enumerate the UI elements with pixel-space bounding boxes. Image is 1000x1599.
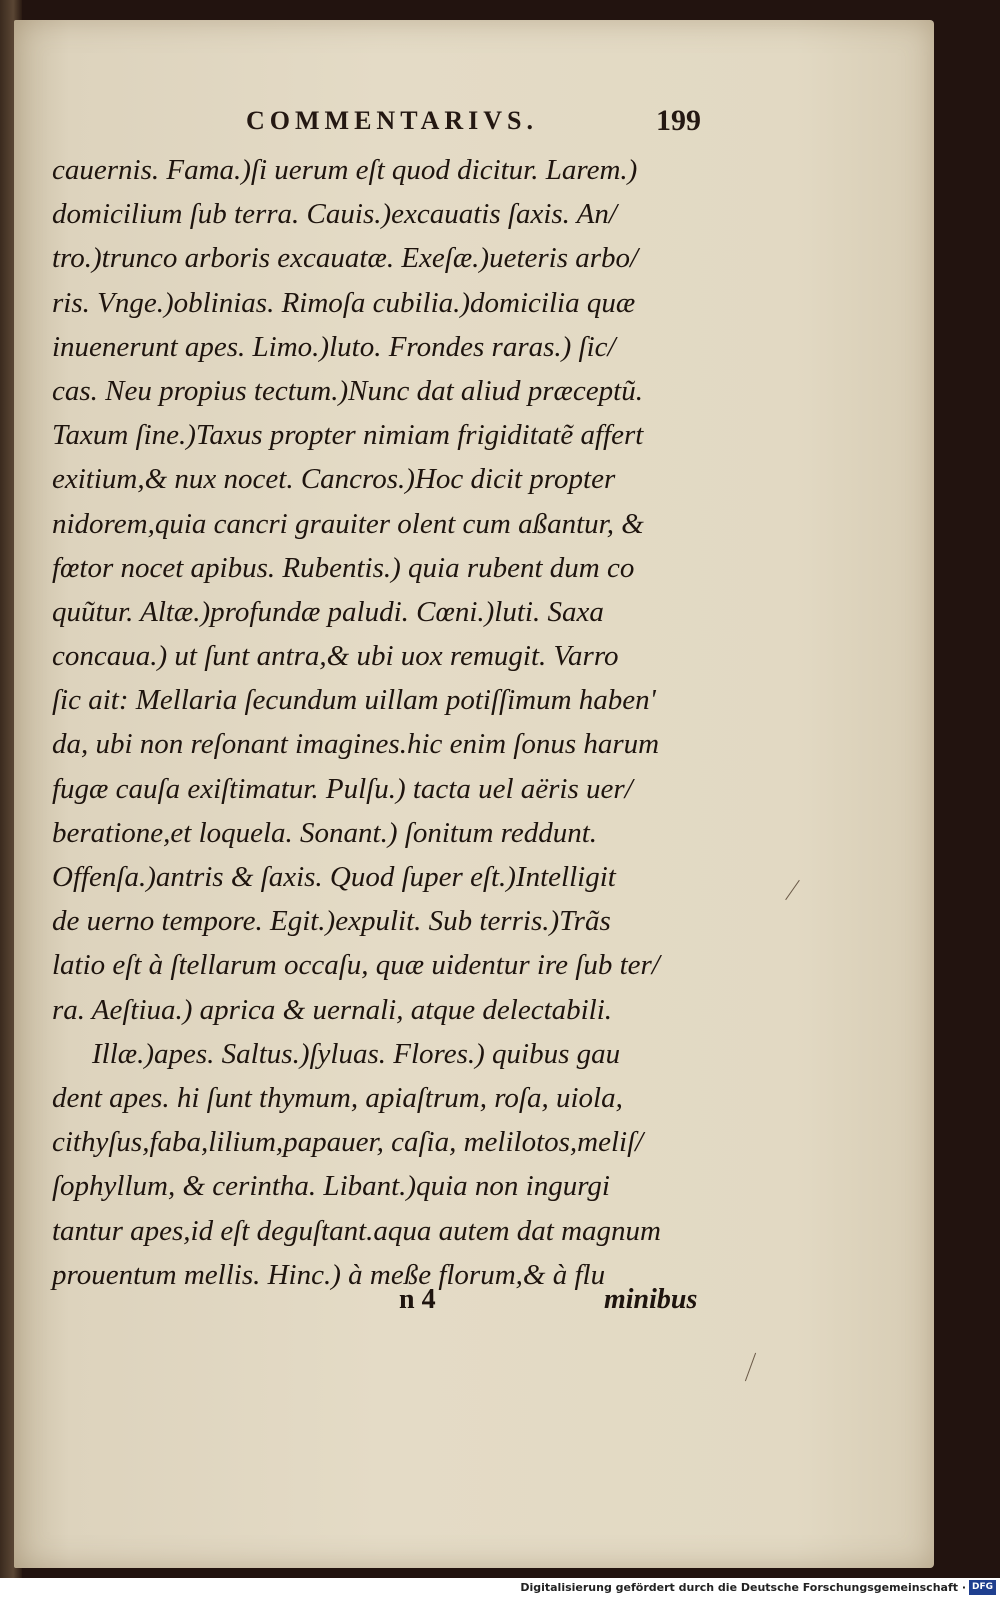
text-line: latio eſt à ſtellarum occaſu, quæ uidentur ire ſub ter/ <box>52 949 660 982</box>
text-line: ris. Vnge.)oblinias. Rimoſa cubilia.)domicilia quæ <box>52 286 636 319</box>
text-line: tantur apes,id eſt deguſtant.aqua autem dat magnum <box>52 1214 661 1247</box>
text-line: fugæ cauſa exiſtimatur. Pulſu.) tacta uel aëris uer/ <box>52 772 633 805</box>
text-line: da, ubi non reſonant imagines.hic enim ſonus harum <box>52 728 660 761</box>
running-head: COMMENTARIVS. <box>246 106 539 135</box>
text-line: prouentum mellis. Hinc.) à meße florum,& à flu <box>52 1258 606 1291</box>
text-line: tro.)trunco arboris excauatæ. Exeſæ.)ueteris arbo/ <box>52 242 639 275</box>
text-line: Offenſa.)antris & ſaxis. Quod ſuper eſt.)Intelligit <box>52 861 616 893</box>
text-line: cithyſus,faba,lilium,papauer, caſia, melilotos,meliſ/ <box>52 1126 644 1159</box>
text-line: cas. Neu propius tectum.)Nunc dat aliud præceptũ. <box>52 374 643 407</box>
text-line: de uerno tempore. Egit.)expulit. Sub terris.)Trãs <box>52 905 611 938</box>
catchword: minibus <box>604 1284 698 1315</box>
text-line: ſophyllum, & cerintha. Libant.)quia non ingurgi <box>52 1170 610 1203</box>
page-body-text <box>52 148 732 1297</box>
text-line: inuenerunt apes. Limo.)luto. Frondes raras.) ſic/ <box>52 330 616 363</box>
text-line: ra. Aeſtiua.) aprica & uernali, atque delectabili. <box>52 993 613 1026</box>
signature-mark: n 4 <box>399 1284 436 1315</box>
text-line: Taxum ſine.)Taxus propter nimiam frigiditatẽ affert <box>52 419 644 452</box>
footer-bar <box>0 1578 1000 1599</box>
paper-blemish <box>745 1353 756 1382</box>
book-page <box>14 20 934 1568</box>
text-line: concaua.) ut ſunt antra,& ubi uox remugit. Varro <box>52 640 619 673</box>
text-line: ſic ait: Mellaria ſecundum uillam potiſſimum haben' <box>52 684 656 717</box>
paper-blemish <box>785 880 800 900</box>
text-line: cauernis. Fama.)ſi uerum eſt quod dicitur. Larem.) <box>52 154 638 186</box>
text-line: nidorem,quia cancri grauiter olent cum aßantur, & <box>52 507 644 540</box>
page-number: 199 <box>656 104 701 137</box>
funding-credit: Digitalisierung gefördert durch die Deutsche Forschungsgemeinschaft · <box>520 1581 966 1594</box>
dfg-logo: DFG <box>969 1580 996 1595</box>
text-line: beratione,et loquela. Sonant.) ſonitum reddunt. <box>52 816 598 849</box>
text-line: fœtor nocet apibus. Rubentis.) quia rubent dum co <box>52 551 635 584</box>
text-line: exitium,& nux nocet. Cancros.)Hoc dicit propter <box>52 463 616 496</box>
text-line: domicilium ſub terra. Cauis.)excauatis ſaxis. An/ <box>52 198 617 231</box>
text-line: dent apes. hi ſunt thymum, apiaſtrum, roſa, uiola, <box>52 1081 623 1114</box>
text-line: quũtur. Altæ.)profundæ paludi. Cœni.)luti. Saxa <box>52 595 604 628</box>
text-line: Illæ.)apes. Saltus.)ſyluas. Flores.) quibus gau <box>92 1037 621 1070</box>
